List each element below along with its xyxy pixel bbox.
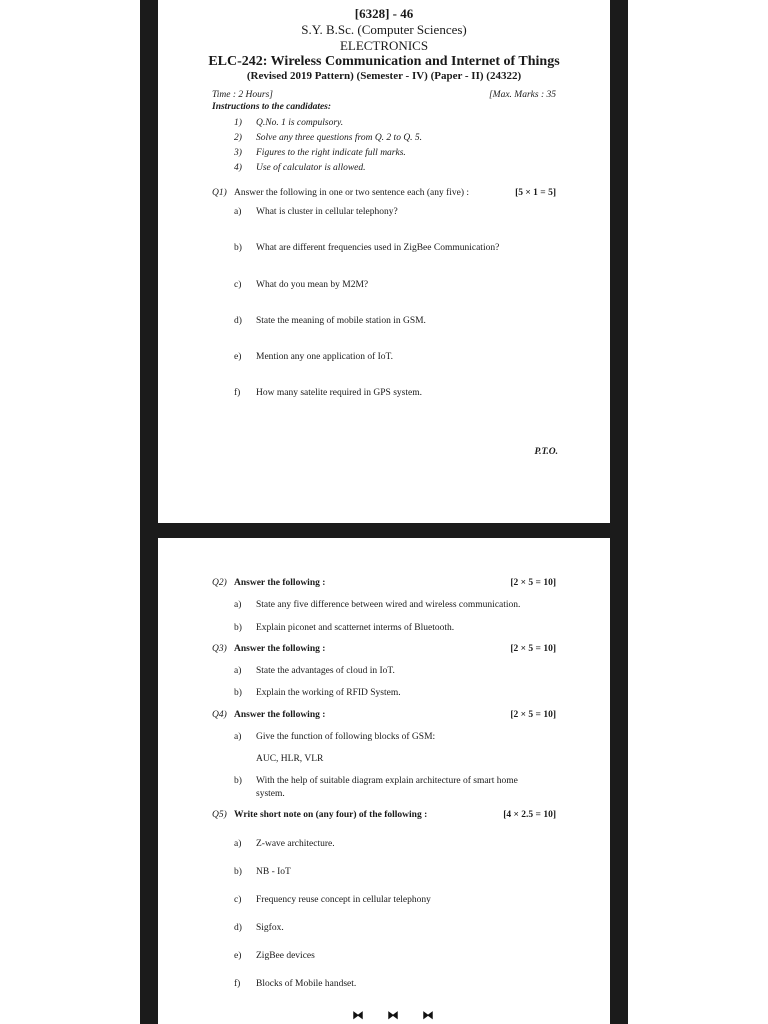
- gsm-blocks-list: AUC, HLR, VLR: [256, 754, 324, 764]
- question-text: Write short note on (any four) of the following :: [234, 810, 428, 820]
- time-allowed: Time : 2 Hours]: [212, 90, 273, 100]
- sub-question-text: What are different frequencies used in ZigBee Communication?: [256, 243, 500, 253]
- sub-question-text: What is cluster in cellular telephony?: [256, 207, 398, 217]
- sub-question-label: b): [234, 688, 242, 698]
- pto-marker: P.T.O.: [534, 447, 558, 457]
- question-number: Q3): [212, 644, 227, 654]
- sub-question-label: d): [234, 316, 242, 326]
- paper-code: [6328] - 46: [354, 6, 414, 21]
- instruction-num: 4): [234, 163, 242, 173]
- sub-question-text: How many satelite required in GPS system.: [256, 388, 422, 398]
- sub-question-text: Give the function of following blocks of GSM:: [256, 732, 436, 742]
- question-number: Q5): [212, 810, 227, 820]
- sub-question-label: b): [234, 243, 242, 253]
- question-marks: [4 × 2.5 = 10]: [503, 810, 556, 820]
- bowtie-ornament-icon: ⧓ ⧓ ⧓: [352, 1008, 444, 1022]
- sub-question-text: What do you mean by M2M?: [256, 280, 369, 290]
- sub-question-label: e): [234, 951, 242, 961]
- course-name: S.Y. B.Sc. (Computer Sciences): [301, 22, 467, 37]
- sub-question-text: State the advantages of cloud in IoT.: [256, 666, 395, 676]
- sub-question-label: f): [234, 979, 241, 989]
- paper-title: ELC-242: Wireless Communication and Internet of Things: [208, 54, 560, 69]
- question-text: Answer the following :: [234, 710, 326, 720]
- exam-page-2: [158, 538, 610, 1024]
- instruction-text: Q.No. 1 is compulsory.: [256, 118, 344, 128]
- sub-question-text: With the help of suitable diagram explain architecture of smart home: [256, 776, 518, 786]
- sub-question-text: NB - IoT: [256, 867, 291, 877]
- subject-name: ELECTRONICS: [339, 38, 429, 53]
- sub-question-text: ZigBee devices: [256, 951, 315, 961]
- sub-question-label: e): [234, 352, 242, 362]
- instructions-heading: Instructions to the candidates:: [212, 102, 332, 112]
- question-marks: [2 × 5 = 10]: [510, 710, 556, 720]
- question-marks: [5 × 1 = 5]: [515, 188, 556, 198]
- sub-question-label: f): [234, 388, 241, 398]
- sub-question-label: a): [234, 666, 242, 676]
- question-marks: [2 × 5 = 10]: [510, 578, 556, 588]
- sub-question-label: b): [234, 776, 242, 786]
- left-margin: [0, 0, 158, 1024]
- sub-question-text: Explain the working of RFID System.: [256, 688, 401, 698]
- instruction-num: 2): [234, 133, 242, 143]
- sub-question-text: Sigfox.: [256, 923, 284, 933]
- sub-question-text-continued: system.: [256, 789, 285, 799]
- instruction-text: Figures to the right indicate full marks.: [256, 148, 406, 158]
- sub-question-text: Frequency reuse concept in cellular telephony: [256, 895, 431, 905]
- instruction-num: 3): [234, 148, 242, 158]
- instruction-text: Use of calculator is allowed.: [256, 163, 366, 173]
- question-number: Q1): [212, 188, 227, 198]
- question-number: Q4): [212, 710, 227, 720]
- sub-question-label: a): [234, 732, 242, 742]
- sub-question-text: Mention any one application of IoT.: [256, 352, 394, 362]
- sub-question-text: State any five difference between wired and wireless communication.: [256, 600, 521, 610]
- instruction-text: Solve any three questions from Q. 2 to Q. 5.: [256, 133, 423, 143]
- sub-question-label: d): [234, 923, 242, 933]
- question-marks: [2 × 5 = 10]: [510, 644, 556, 654]
- sub-question-label: c): [234, 895, 242, 905]
- max-marks: [Max. Marks : 35: [488, 90, 556, 100]
- sub-question-label: c): [234, 280, 242, 290]
- question-text: Answer the following :: [234, 644, 326, 654]
- sub-question-label: b): [234, 867, 242, 877]
- sub-question-label: a): [234, 839, 242, 849]
- instruction-num: 1): [234, 118, 242, 128]
- paper-pattern: (Revised 2019 Pattern) (Semester - IV) (Paper - II) (24322): [246, 70, 522, 82]
- right-margin: [610, 0, 768, 1024]
- sub-question-label: a): [234, 207, 242, 217]
- sub-question-label: b): [234, 623, 242, 633]
- sub-question-text: State the meaning of mobile station in GSM.: [256, 316, 426, 326]
- question-number: Q2): [212, 578, 227, 588]
- sub-question-text: Z-wave architecture.: [256, 839, 335, 849]
- exam-page-1: [158, 0, 610, 523]
- sub-question-label: a): [234, 600, 242, 610]
- sub-question-text: Explain piconet and scatternet interms of Bluetooth.: [256, 623, 455, 633]
- question-text: Answer the following in one or two sentence each (any five) :: [234, 188, 470, 198]
- question-text: Answer the following :: [234, 578, 326, 588]
- sub-question-text: Blocks of Mobile handset.: [256, 979, 357, 989]
